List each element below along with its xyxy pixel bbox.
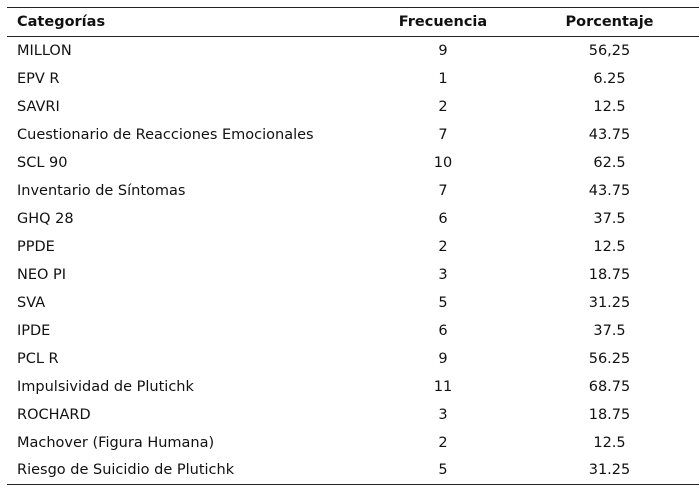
cell-frequency: 6 <box>438 322 448 339</box>
cell-frequency: 9 <box>438 42 448 59</box>
table-row <box>7 373 699 401</box>
table-body <box>7 37 699 485</box>
cell-frequency: 2 <box>438 98 448 115</box>
table-row <box>7 177 699 205</box>
cell-category: NEO PI <box>17 266 67 283</box>
cell-category: PCL R <box>17 350 59 367</box>
cell-category: PPDE <box>17 238 55 255</box>
table-row <box>7 93 699 121</box>
header-categories: Categorías <box>7 8 372 37</box>
table-row <box>7 429 699 457</box>
table-row <box>7 121 699 149</box>
cell-percentage: 43.75 <box>588 182 631 199</box>
frequency-table-container <box>7 7 695 485</box>
table-row <box>7 317 699 345</box>
cell-category: Inventario de Síntomas <box>17 182 186 199</box>
cell-percentage: 37.5 <box>593 322 626 339</box>
cell-category: Machover (Figura Humana) <box>17 434 215 451</box>
cell-category: ROCHARD <box>17 406 91 423</box>
cell-category: Impulsividad de Plutichk <box>17 378 194 395</box>
cell-percentage: 6.25 <box>593 70 626 87</box>
cell-percentage: 56,25 <box>588 42 631 59</box>
cell-percentage: 18.75 <box>588 266 631 283</box>
cell-frequency: 7 <box>438 126 448 143</box>
cell-frequency: 10 <box>433 154 453 171</box>
cell-frequency: 2 <box>438 238 448 255</box>
table-row <box>7 37 699 65</box>
cell-frequency: 11 <box>433 378 453 395</box>
cell-frequency: 5 <box>372 457 514 485</box>
cell-percentage: 68.75 <box>588 378 631 395</box>
table-row <box>7 233 699 261</box>
cell-percentage: 62.5 <box>593 154 626 171</box>
cell-category: SVA <box>17 294 46 311</box>
header-percentage: Porcentaje <box>514 8 699 37</box>
cell-percentage: 12.5 <box>593 238 626 255</box>
cell-percentage: 31.25 <box>588 294 631 311</box>
cell-category: EPV R <box>17 70 60 87</box>
table-row <box>7 345 699 373</box>
cell-percentage: 56.25 <box>588 350 631 367</box>
cell-percentage: 31.25 <box>514 457 699 485</box>
table-row <box>7 205 699 233</box>
cell-frequency: 7 <box>438 182 448 199</box>
cell-category: IPDE <box>17 322 51 339</box>
cell-percentage: 12.5 <box>593 98 626 115</box>
cell-frequency: 3 <box>438 266 448 283</box>
cell-frequency: 3 <box>438 406 448 423</box>
table-row <box>7 457 699 485</box>
cell-frequency: 1 <box>438 70 448 87</box>
cell-category: SAVRI <box>17 98 60 115</box>
cell-percentage: 37.5 <box>593 210 626 227</box>
cell-frequency: 5 <box>438 294 448 311</box>
cell-percentage: 43.75 <box>588 126 631 143</box>
table-row <box>7 149 699 177</box>
cell-category: SCL 90 <box>17 154 68 171</box>
header-frequency: Frecuencia <box>372 8 514 37</box>
cell-category: MILLON <box>17 42 72 59</box>
table-header-row <box>7 8 699 37</box>
cell-category: Riesgo de Suicidio de Plutichk <box>7 457 372 485</box>
frequency-table <box>7 7 699 485</box>
cell-category: Cuestionario de Reacciones Emocionales <box>17 126 314 143</box>
table-row <box>7 65 699 93</box>
cell-frequency: 2 <box>438 434 448 451</box>
table-row <box>7 261 699 289</box>
cell-frequency: 9 <box>438 350 448 367</box>
cell-percentage: 18.75 <box>588 406 631 423</box>
table-row <box>7 289 699 317</box>
cell-frequency: 6 <box>438 210 448 227</box>
table-row <box>7 401 699 429</box>
cell-category: GHQ 28 <box>17 210 74 227</box>
cell-percentage: 12.5 <box>593 434 626 451</box>
